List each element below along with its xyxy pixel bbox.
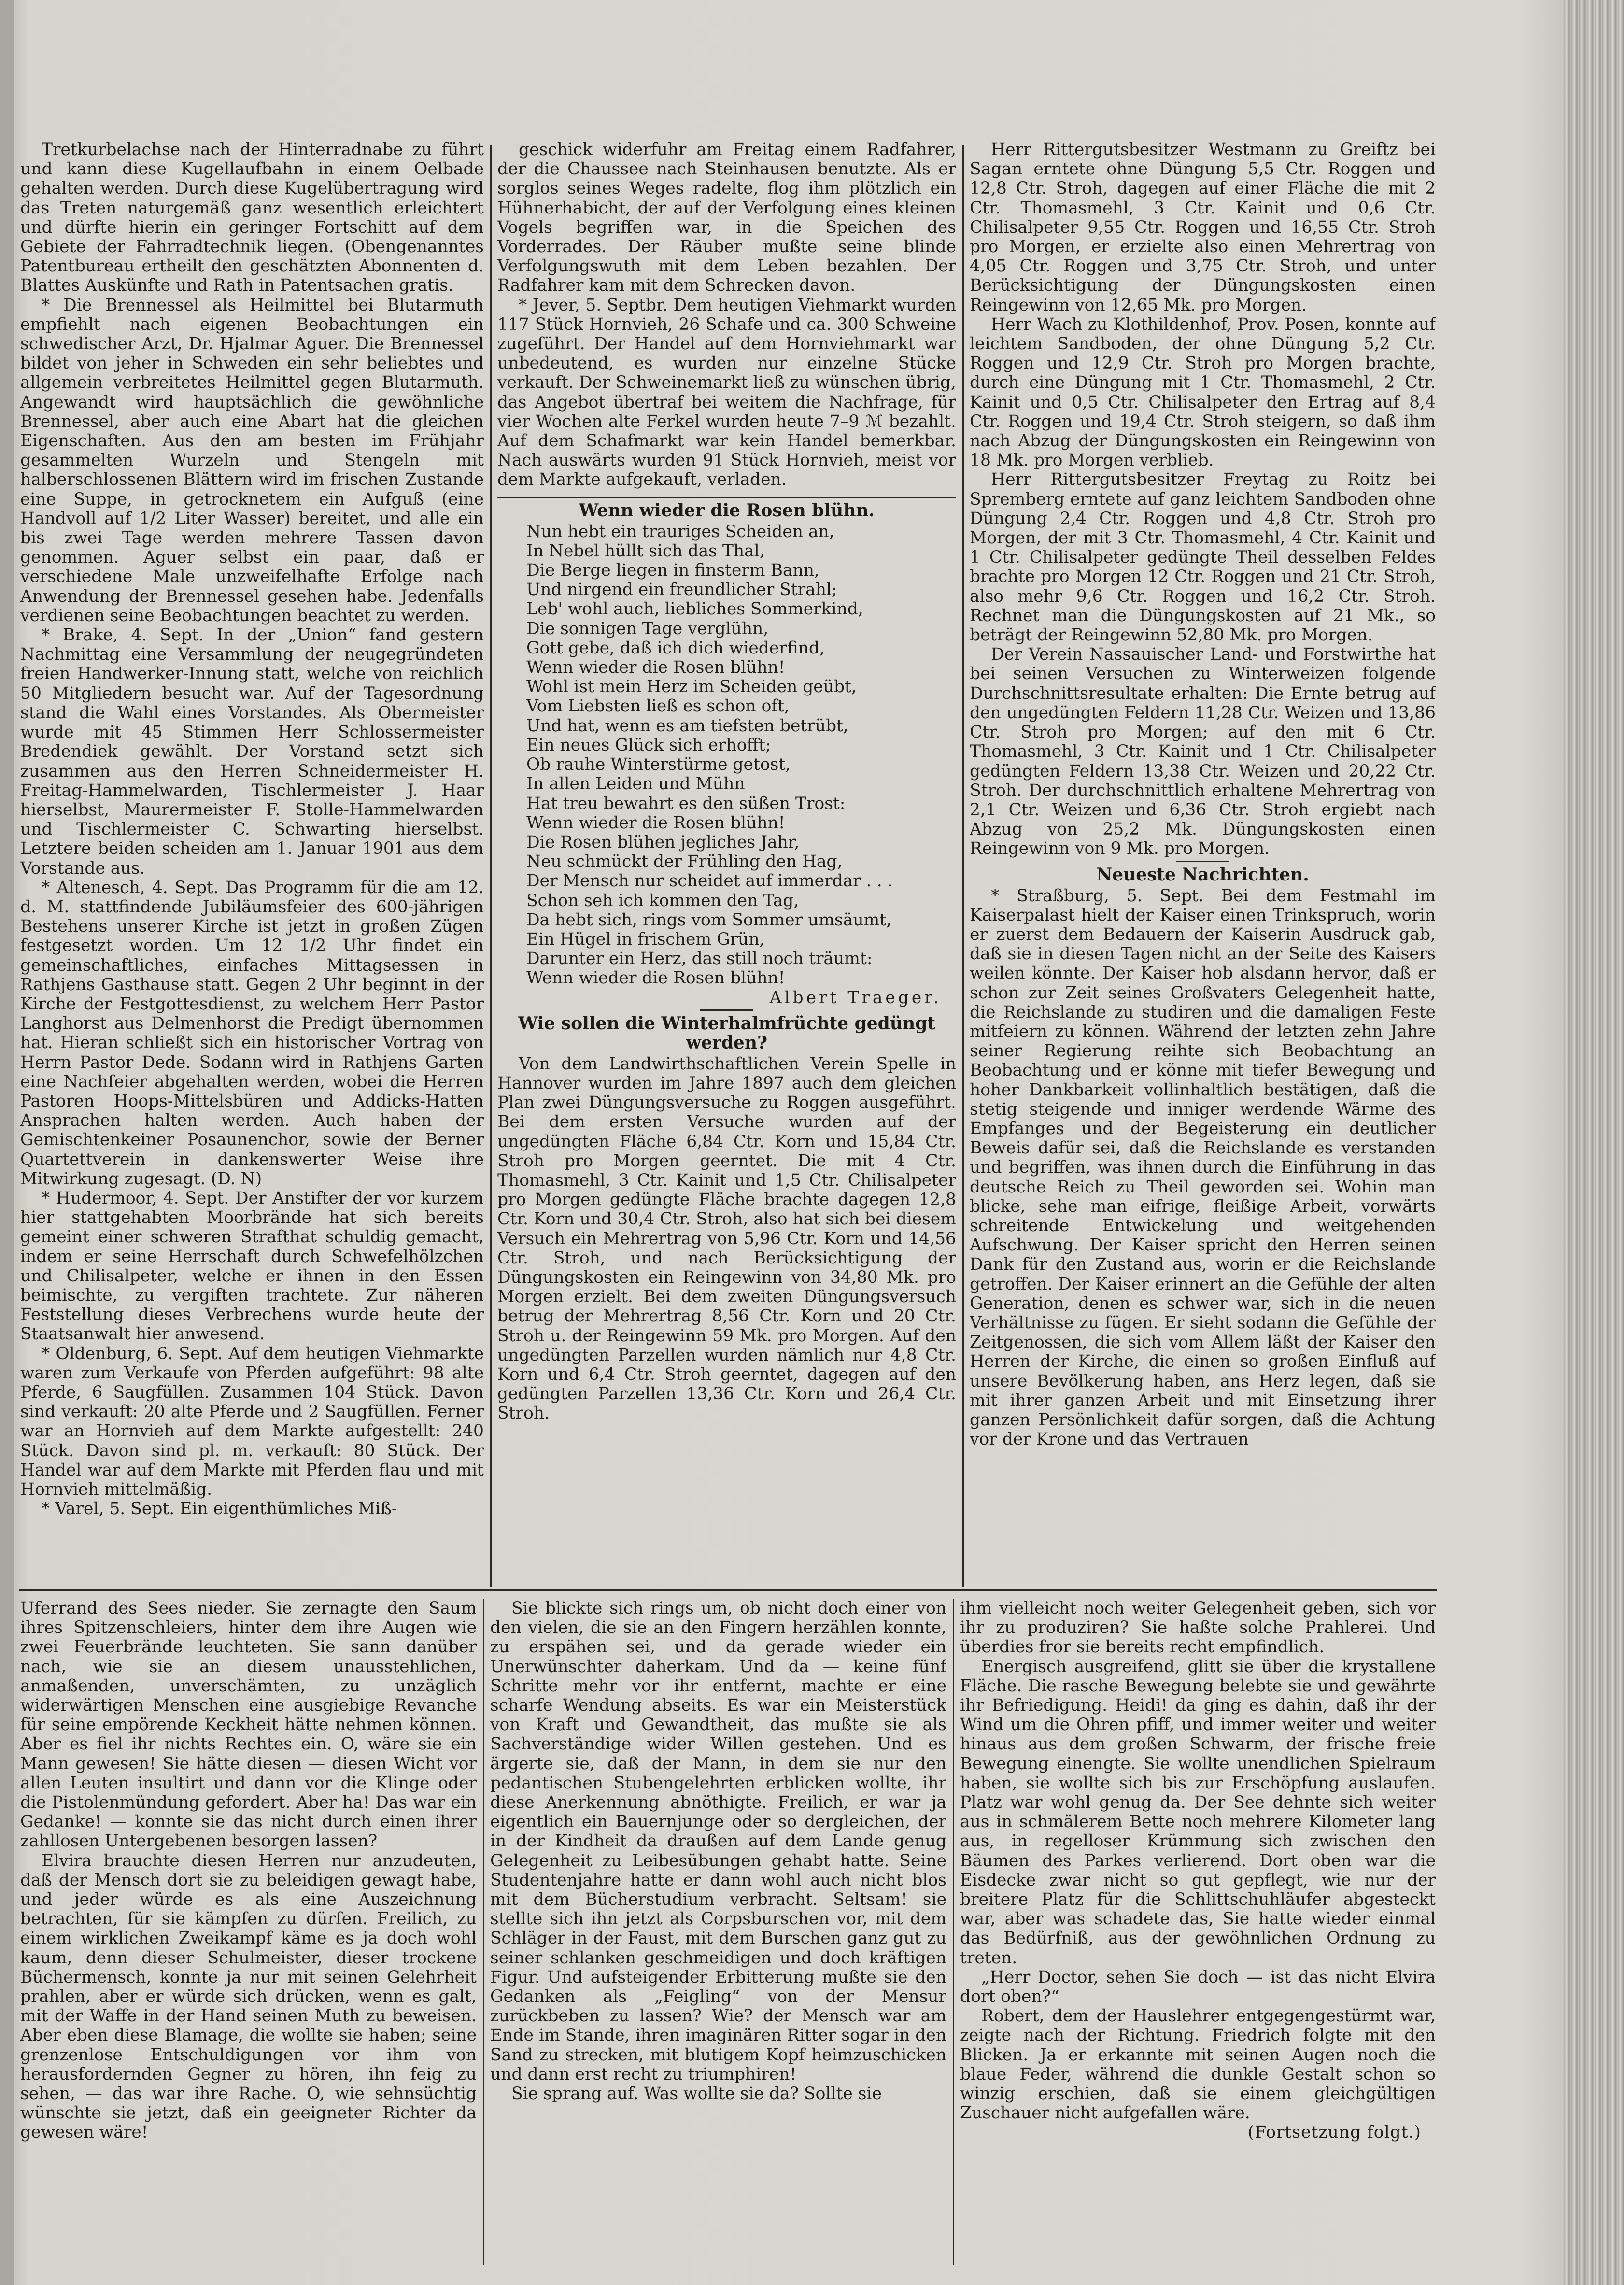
news-column-2 xyxy=(497,140,956,1584)
feuilleton-column-1 xyxy=(20,1599,477,2265)
column-rule xyxy=(962,145,964,1587)
poem-line: Und hat, wenn es am tiefsten betrübt, xyxy=(526,716,848,736)
novel-paragraph: ihm vielleicht noch weiter Gelegenheit geben, sich vor ihr zu produziren? Sie haßte solche Prahlerei. Und überdies fror sie bereits recht empfindlich. xyxy=(960,1599,1436,1657)
article-title: Wie sollen die Winterhalmfrüchte gedüngt werden? xyxy=(518,1013,936,1053)
novel-paragraph: Robert, dem der Hauslehrer entgegengestürmt war, zeigte nach der Richtung. Friedrich folgte mit den Blicken. Ja er erkannte mit seinen Augen noch die blaue Feder, während die dunkle Gestalt schon so winzig erschien, daß sie einem gleichgültigen Zuschauer nicht aufgefallen wäre. xyxy=(960,2006,1436,2123)
feuilleton-divider xyxy=(19,1589,1437,1591)
binding-edge xyxy=(0,0,14,2285)
poem-line: Hat treu bewahrt es den süßen Trost: xyxy=(526,794,846,813)
news-column-1 xyxy=(20,140,484,1584)
poem-line: In allen Leiden und Mühn xyxy=(526,774,745,794)
article-paragraph: Von dem Landwirthschaftlichen Verein Spelle in Hannover wurden im Jahre 1897 auch dem gleichen Plan zwei Düngungsversuche zu Roggen ausgeführt. Bei dem ersten Versuche wurden auf der ungedüngten Fläche 6,84 Ctr. Korn und 15,84 Ctr. Stroh pro Morgen geerntet. Die mit 4 Ctr. Thomasmehl, 3 Ctr. Kainit und 1,5 Ctr. Chilisalpeter pro Morgen gedüngte Fläche brachte dagegen 12,8 Ctr. Korn und 30,4 Ctr. Stroh, also hat sich bei diesem Versuch ein Mehrertrag von 5,96 Ctr. Korn und 14,56 Ctr. Stroh, und nach Berücksichtigung der Düngungskosten ein Reingewinn von 34,80 Mk. pro Morgen erzielt. Bei dem zweiten Düngungsversuch betrug der Mehrertrag 8,56 Ctr. Korn und 20 Ctr. Stroh u. der Reingewinn 59 Mk. pro Morgen. Auf den ungedüngten Parzellen wurden nämlich nur 4,8 Ctr. Korn und 6,4 Ctr. Stroh geerntet, dagegen auf den gedüngten Parzellen 13,36 Ctr. Korn und 26,4 Ctr. Stroh. xyxy=(497,1054,956,1423)
novel-paragraph: Sie blickte sich rings um, ob nicht doch einer von den vielen, die sie an den Fingern herzählen konnte, zu erspähen sei, und da gerade wieder ein Unerwünschter daherkam. Und da — keine fünf Schritte mehr vor ihr entfernt, machte er eine scharfe Wendung abseits. Es war ein Meisterstück von Kraft und Gewandtheit, das mußte sie als Sachverständige wider Willen gestehen. Und es ärgerte sie, daß der Mann, in dem sie nur den pedantischen Stubengelehrten erblicken wollte, ihr diese Anerkennung abnöthigte. Freilich, er war ja eigentlich ein Bauernjunge oder so dergleichen, der in der Kindheit da draußen auf dem Lande genug Gelegenheit zu Leibesübungen gehabt hatte. Seine Studentenjahre hatte er dann wohl auch nicht blos mit dem Bücherstudium verbracht. Seltsam! sie stellte sich ihn jetzt als Corpsburschen vor, mit dem Schläger in der Faust, mit dem Burschen ganz gut zu seiner schlanken geschmeidigen und doch kräftigen Figur. Und aufsteigender Erbitterung mußte sie den Gedanken als „Feigling“ von der Mensur zurückbeben zu lassen? Wie? der Mensch war am Ende im Stande, ihren imaginären Ritter sogar in den Sand zu strecken, mit blutigem Kopf heimzuschicken und dann erst recht zu triumphiren! xyxy=(490,1599,946,2084)
poem-line: Der Mensch nur scheidet auf immerdar . . . xyxy=(526,871,893,891)
column-rule xyxy=(953,1599,954,2265)
poem-line: Neu schmückt der Frühling den Hag, xyxy=(526,852,843,872)
continuation-note: (Fortsetzung folgt.) xyxy=(1247,2123,1421,2143)
poem-line: Wenn wieder die Rosen blühn! xyxy=(526,813,785,833)
article-paragraph: * Straßburg, 5. Sept. Bei dem Festmahl im Kaiserpalast hielt der Kaiser einen Trinkspruch, worin er zuerst dem Bedauern der Kaiserin Ausdruck gab, daß sie in diesen Tagen nicht an der Seite des Kaisers weilen könnte. Der Kaiser hob alsdann hervor, daß er schon zur Zeit seines Großvaters Gelegenheit hatte, die Reichslande zu studiren und die damaligen Feste mitfeiern zu können. Während der letzten zehn Jahre seiner Regierung reihte sich Beobachtung an Beobachtung und er könne mit tiefer Bewegung und hoher Dankbarkeit vollinhaltlich bestätigen, daß die stetig steigende und inniger werdende Wärme des Empfanges und der Begeisterung ein deutlicher Beweis dafür sei, daß die Reichslande es verstanden und begriffen, was ihnen durch die Einführung in das deutsche Reich zu Theil geworden sei. Wohin man blicke, sehe man eifrige, fleißige Arbeit, vorwärts schreitende Entwickelung und weitgehenden Aufschwung. Der Kaiser spricht den Herren seinen Dank für den Zustand aus, worin er die Reichslande getroffen. Der Kaiser erinnert an die Gefühle der alten Generation, denen es schwer war, sich in die neuen Verhältnisse zu fügen. Er sieht sodann die Gefühle der Zeitgenossen, die sich vom Allem läßt der Kaiser den Herren der Kirche, die einen so großen Einfluß auf unsere Bevölkerung haben, ans Herz legen, daß sie mit ihrer ganzen Arbeit und mit Einsetzung ihrer ganzen Persönlichkeit dafür sorgen, daß die Achtung vor der Krone und das Vertrauen xyxy=(970,886,1436,1449)
poem-title: Wenn wieder die Rosen blühn. xyxy=(579,500,875,521)
feuilleton-column-2 xyxy=(490,1599,946,2265)
separator-line xyxy=(1176,861,1229,862)
poem-line: Wenn wieder die Rosen blühn! xyxy=(526,658,785,678)
poem-line: Die Berge liegen in finsterm Bann, xyxy=(526,561,819,581)
poem-line: Wenn wieder die Rosen blühn! xyxy=(526,968,785,988)
novel-paragraph: Elvira brauchte diesen Herren nur anzudeuten, daß der Mensch dort sie zu beleidigen gewagt habe, und jeder würde es als eine Auszeichnung betrachten, für sie kämpfen zu dürfen. Freilich, zu einem wirklichen Zweikampf käme es ja doch wohl kaum, denn dieser Schulmeister, dieser trockene Büchermensch, konnte ja nur mit seinen Gelehrheit prahlen, aber er würde sich drücken, wenn es galt, mit der Waffe in der Hand seinen Muth zu beweisen. Aber eben diese Blamage, die wollte sie haben; seine grenzenlose Entschuldigungen vor ihm von herausfordernden Gegner zu hören, ihn feig zu sehen, — das war ihre Rache. O, wie sehnsüchtig wünschte sie jetzt, daß ein geeigneter Richter da gewesen wäre! xyxy=(20,1851,477,2143)
poem-body xyxy=(497,522,956,988)
poem-line: Darunter ein Herz, das still noch träumt: xyxy=(526,949,873,969)
article-paragraph: * Varel, 5. Sept. Ein eigenthümliches Miß- xyxy=(42,1499,397,1519)
poem-line: Ein neues Glück sich erhofft; xyxy=(526,735,771,755)
poem-line: Leb' wohl auch, liebliches Sommerkind, xyxy=(526,599,863,619)
poem-line: Ob rauhe Winterstürme getost, xyxy=(526,755,791,775)
novel-paragraph: „Herr Doctor, sehen Sie doch — ist das nicht Elvira dort oben?“ xyxy=(960,1967,1436,2007)
novel-paragraph: Sie sprang auf. Was wollte sie da? Sollte sie xyxy=(511,2084,882,2104)
separator-line xyxy=(497,497,956,498)
article-paragraph: Herr Rittergutsbesitzer Freytag zu Roitz bei Spremberg erntete auf ganz leichtem Sandboden ohne Düngung 2,4 Ctr. Roggen und 4,8 Ctr. Stroh pro Morgen, der mit 3 Ctr. Thomasmehl, 4 Ctr. Kainit und 1 Ctr. Chilisalpeter gedüngte Theil desselben Feldes brachte pro Morgen 12 Ctr. Roggen und 21 Ctr. Stroh, also mehr 9,6 Ctr. Roggen und 16,2 Ctr. Stroh. Rechnet man die Düngungskosten auf 21 Mk., so beträgt der Reingewinn 52,80 Mk. pro Morgen. xyxy=(970,470,1436,645)
poem-line: Wohl ist mein Herz im Scheiden geübt, xyxy=(526,677,857,697)
article-paragraph: * Altenesch, 4. Sept. Das Programm für die am 12. d. M. stattfindende Jubiläumsfeier des 600-jährigen Bestehens unserer Kirche ist jetzt in großen Zügen festgesetzt worden. Um 12 1/2 Uhr findet ein gemeinschaftliches, einfaches Mittagsessen in Rathjens Gasthause statt. Gegen 2 Uhr beginnt in der Kirche der Festgottesdienst, zu welchem Herr Pastor Langhorst aus Delmenhorst die Predigt übernommen hat. Hieran schließt sich ein historischer Vortrag von Herrn Pastor Dede. Sodann wird in Rathjens Garten eine Nachfeier abgehalten werden, wobei die Herren Pastoren Hoops-Mittelsbüren und Addicks-Hatten Ansprachen halten werden. Auch haben der Gemischtenkeiner Posaunenchor, sowie der Berner Quartettverein in dankenswerter Weise ihre Mitwirkung zugesagt. (D. N) xyxy=(20,878,484,1189)
poem-line: Schon seh ich kommen den Tag, xyxy=(526,891,799,910)
news-column-3 xyxy=(970,140,1436,1584)
poem-author: Albert Traeger. xyxy=(769,988,942,1008)
article-paragraph: * Oldenburg, 6. Sept. Auf dem heutigen Viehmarkte waren zum Verkaufe von Pferden aufgeführt: 98 alte Pferde, 6 Saugfüllen. Zusammen 104 Stück. Davon sind verkauft: 20 alte Pferde und 2 Saugfüllen. Ferner war an Hornvieh auf dem Markte aufgestellt: 240 Stück. Davon sind pl. m. verkauft: 80 Stück. Der Handel war auf dem Markte mit Pferden flau und mit Hornvieh mittelmäßig. xyxy=(20,1344,484,1500)
article-paragraph: * Jever, 5. Septbr. Dem heutigen Viehmarkt wurden 117 Stück Hornvieh, 26 Schafe und ca. 300 Schweine zugeführt. Der Handel auf dem Hornviehmarkt war unbedeutend, es wurden nur einzelne Stücke verkauft. Der Schweinemarkt ließ zu wünschen übrig, das Angebot übertraf bei weitem die Nachfrage, für vier Wochen alte Ferkel wurden heute 7–9 ℳ bezahlt. Auf dem Schafmarkt war kein Handel bemerkbar. Nach auswärts wurden 91 Stück Hornvieh, meist vor dem Markte aufgekauft, verladen. xyxy=(497,295,956,490)
article-paragraph: * Hudermoor, 4. Sept. Der Anstifter der vor kurzem hier stattgehabten Moorbrände hat sich bereits gemeint einer schweren Strafthat schuldig gemacht, indem er seine Herrschaft durch Schwefelhölzchen und Chilisalpeter, welche er ihnen in den Essen beimischte, zu vergiften trachtete. Zur näheren Feststellung dieses Verbrechens wurde heute der Staatsanwalt hier anwesend. xyxy=(20,1188,484,1344)
article-paragraph: * Die Brennessel als Heilmittel bei Blutarmuth empfiehlt nach eigenen Beobachtungen ein schwedischer Arzt, Dr. Hjalmar Aguer. Die Brennessel bildet von jeher in Schweden ein sehr beliebtes und allgemein verbreitetes Heilmittel gegen Blutarmuth. Angewandt wird hauptsächlich die gewöhnliche Brennessel, aber auch eine Abart hat die gleichen Eigenschaften. Aus den am besten im Frühjahr gesammelten Wurzeln und Stengeln mit halberschlossenen Blättern wird im frischen Zustande eine Suppe, in getrocknetem ein Aufguß (eine Handvoll auf 1/2 Liter Wasser) bereitet, und alle ein bis zwei Tage werden mehrere Tassen davon genommen. Aguer selbst ein paar, daß er verschiedene Male unzweifelhafte Erfolge nach Anwendung der Brennessel gesehen habe. Jedenfalls verdienen seine Beobachtungen beachtet zu werden. xyxy=(20,295,484,625)
separator-line xyxy=(700,1009,753,1011)
poem-line: Die Rosen blühen jegliches Jahr, xyxy=(526,832,800,852)
poem-line: Ein Hügel in frischem Grün, xyxy=(526,929,765,949)
poem-line: Die sonnigen Tage verglühn, xyxy=(526,619,769,639)
poem-line: Vom Liebsten ließ es schon oft, xyxy=(526,696,790,716)
column-rule xyxy=(483,1599,484,2265)
article-paragraph: Herr Wach zu Klothildenhof, Prov. Posen, konnte auf leichtem Sandboden, der ohne Düngung 5,2 Ctr. Roggen und 12,9 Ctr. Stroh pro Morgen brachte, durch eine Düngung mit 1 Ctr. Thomasmehl, 2 Ctr. Kainit und 0,5 Ctr. Chilisalpeter den Ertrag auf 8,4 Ctr. Roggen und 19,4 Ctr. Stroh steigern, so daß ihm nach Abzug der Düngungskosten ein Reingewinn von 18 Mk. pro Morgen verblieb. xyxy=(970,314,1436,470)
article-paragraph: Tretkurbelachse nach der Hinterradnabe zu führt und kann diese Kugellaufbahn in einem Oelbade gehalten werden. Durch diese Kugelübertragung wird das Treten naturgemäß ganz wesentlich erleichtert und dürfte hierin ein geringer Fortschitt auf dem Gebiete der Fahrradtechnik liegen. (Obengenanntes Patentbureau ertheilt den geschätzten Abonnenten d. Blattes Auskünfte und Rath in Patentsachen gratis. xyxy=(20,140,484,296)
article-paragraph: Herr Rittergutsbesitzer Westmann zu Greiftz bei Sagan erntete ohne Düngung 5,5 Ctr. Roggen und 12,8 Ctr. Stroh, dagegen auf einer Fläche die mit 2 Ctr. Thomasmehl, 3 Ctr. Kainit und 0,6 Ctr. Chilisalpeter 9,55 Ctr. Roggen und 16,55 Ctr. Stroh pro Morgen, er erzielte also einen Mehrertrag von 4,05 Ctr. Roggen und 3,75 Ctr. Stroh, und unter Berücksichtigung der Düngungskosten einen Reingewinn von 12,65 Mk. pro Morgen. xyxy=(970,140,1436,315)
feuilleton-column-3 xyxy=(960,1599,1436,2265)
poem-line: In Nebel hüllt sich das Thal, xyxy=(526,541,765,561)
poem-line: Da hebt sich, rings vom Sommer umsäumt, xyxy=(526,910,892,930)
novel-paragraph: Energisch ausgreifend, glitt sie über die krystallene Fläche. Die rasche Bewegung belebte sie und gewährte ihr Befriedigung. Heidi! da ging es dahin, daß ihr der Wind um die Ohren pfiff, und immer weiter und weiter hinaus aus dem großen Schwarm, der frische freie Bewegung einengte. Sie wollte unendlichen Spielraum haben, sie wollte sich bis zur Erschöpfung auslaufen. Platz war wohl genug da. Der See dehnte sich weiter aus in schmälerem Bette noch mehrere Kilometer lang aus, in regelloser Krümmung sich zwischen den Bäumen des Parkes verlierend. Dort oben war die Eisdecke zwar nicht so gut gepflegt, wie nur der breitere Platz für die Schlittschuhläufer abgesteckt war, aber was schadete das, Sie hatte wieder einmal das Bedürfniß, aus der gewöhnlichen Ordnung zu treten. xyxy=(960,1657,1436,1968)
page-stack-edge xyxy=(1564,0,1624,2285)
article-paragraph: geschick widerfuhr am Freitag einem Radfahrer, der die Chaussee nach Steinhausen benutzte. Als er sorglos seines Weges radelte, flog ihm plötzlich ein Hühnerhabicht, der auf der Verfolgung eines kleinen Vogels begriffen war, in die Speichen des Vorderrades. Der Räuber mußte seine blinde Verfolgungswuth mit dem Leben bezahlen. Der Radfahrer kam mit dem Schrecken davon. xyxy=(497,140,956,296)
novel-paragraph: Uferrand des Sees nieder. Sie zernagte den Saum ihres Spitzenschleiers, hinter dem ihre Augen wie zwei Feuerbrände leuchteten. Sie sann danüber nach, wie sie an diesem unausstehlichen, anmaßenden, unverschämten, zu unzäglich widerwärtigen Menschen eine ausgiebige Revanche für seine empörende Keckheit hätte nehmen können. Aber es fiel ihr nichts Rechtes ein. O, wäre sie ein Mann gewesen! Sie hätte diesen — diesen Wicht vor allen Leuten insultirt und dann vor die Klinge oder die Pistolenmündung gefordert. Aber ha! Das war ein Gedanke! — konnte sie das nicht durch einen ihrer zahllosen Untergebenen besorgen lassen? xyxy=(20,1599,477,1851)
poem-line: Und nirgend ein freundlicher Strahl; xyxy=(526,580,837,600)
article-paragraph: * Brake, 4. Sept. In der „Union“ fand gestern Nachmittag eine Versammlung der neugegründeten freien Handwerker-Innung statt, welche von reichlich 50 Mitgliedern besucht war. Auf der Tagesordnung stand die Wahl eines Vorstandes. Als Obermeister wurde mit 45 Stimmen Herr Schlossermeister Bredendiek gewählt. Der Vorstand setzt sich zusammen aus den Herren Schneidermeister H. Freitag-Hammelwarden, Tischlermeister J. Haar hierselbst, Maurermeister F. Stolle-Hammelwarden und Tischlermeister C. Schwarting hierselbst. Letztere beiden scheiden am 1. Januar 1901 aus dem Vorstande aus. xyxy=(20,625,484,878)
poem-line: Nun hebt ein trauriges Scheiden an, xyxy=(526,522,834,541)
poem-line: Gott gebe, daß ich dich wiederfind, xyxy=(526,638,825,658)
column-rule xyxy=(490,145,492,1587)
news-section-title: Neueste Nachrichten. xyxy=(1096,864,1309,885)
article-paragraph: Der Verein Nassauischer Land- und Forstwirthe hat bei seinen Versuchen zu Winterweizen folgende Durchschnittsresultate erhalten: Die Ernte betrug auf den ungedüngten Feldern 11,28 Ctr. Weizen und 13,86 Ctr. Stroh pro Morgen; auf den mit 6 Ctr. Thomasmehl, 3 Ctr. Kainit und 1 Ctr. Chilisalpeter gedüngten Feldern 13,38 Ctr. Weizen und 20,22 Ctr. Stroh. Der durchschnittlich erhaltene Mehrertrag von 2,1 Ctr. Weizen und 6,36 Ctr. Stroh ergiebt nach Abzug von 25,2 Mk. Düngungskosten einen Reingewinn von 9 Mk. pro Morgen. xyxy=(970,645,1436,859)
